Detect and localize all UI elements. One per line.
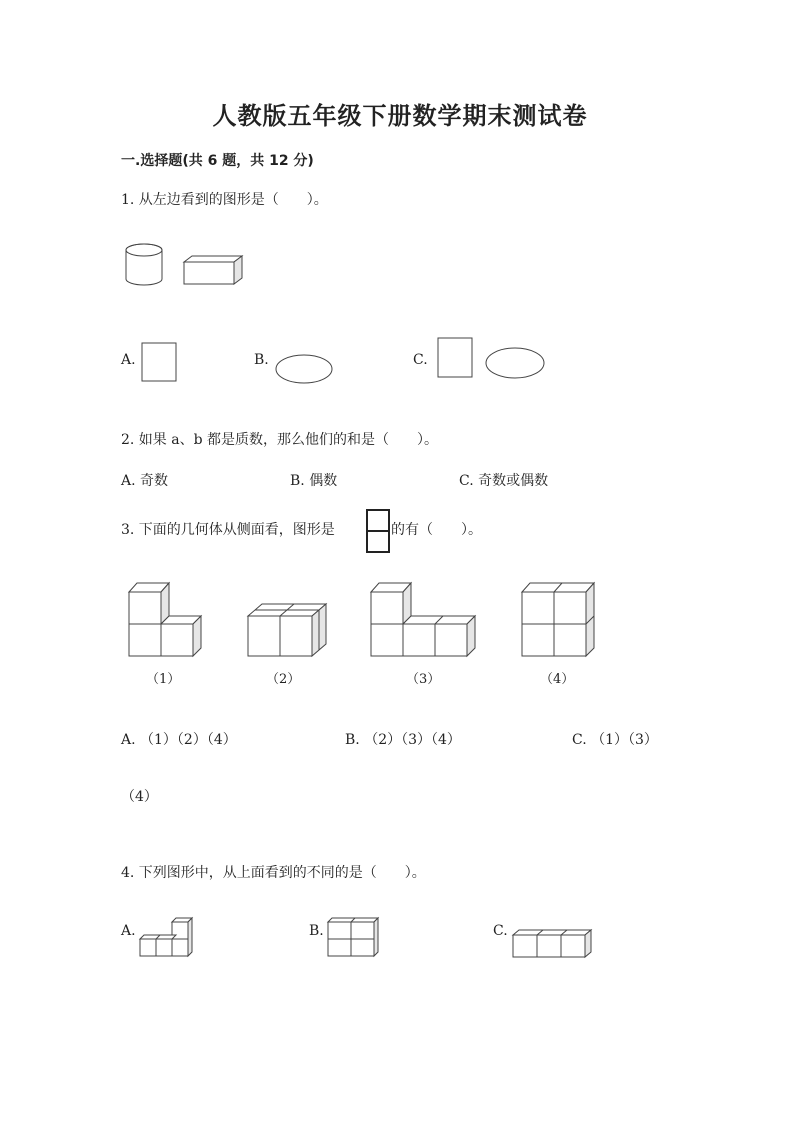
cube-stack-figure-2 <box>245 602 331 660</box>
figure-label-2: （2） <box>266 672 301 687</box>
ellipse-shape <box>275 354 335 386</box>
small-cube-figure-a <box>138 915 196 959</box>
question-1-option-b[interactable]: B. <box>254 352 269 368</box>
question-3-option-c[interactable]: C. （1）（3） <box>572 732 658 748</box>
cube-stack-figure-1 <box>126 578 208 660</box>
two-square-column-icon <box>366 509 390 553</box>
page-title: 人教版五年级下册数学期末测试卷 <box>212 102 588 130</box>
question-2-option-a[interactable]: A. 奇数 <box>121 473 169 489</box>
question-3-text-before: 3. 下面的几何体从侧面看，图形是 <box>121 522 335 538</box>
figure-label-3: （3） <box>406 672 441 687</box>
section-heading: 一.选择题(共 6 题，共 12 分) <box>121 153 314 169</box>
cylinder-figure <box>124 243 164 287</box>
question-2-text: 2. 如果 a、b 都是质数，那么他们的和是（ ）。 <box>121 432 439 448</box>
question-3-option-c-continued: （4） <box>121 789 158 805</box>
question-4-option-c[interactable]: C. <box>493 923 508 939</box>
cube-stack-figure-4 <box>519 578 601 660</box>
question-2-option-b[interactable]: B. 偶数 <box>290 473 338 489</box>
question-1-option-a[interactable]: A. <box>121 352 136 368</box>
square-shape <box>141 342 177 382</box>
figure-label-1: （1） <box>146 672 181 687</box>
square-shape <box>437 337 473 379</box>
question-1-option-c[interactable]: C. <box>413 352 428 368</box>
figure-label-4: （4） <box>540 672 575 687</box>
question-3-option-b[interactable]: B. （2）（3）（4） <box>345 732 461 748</box>
small-cube-figure-c <box>511 928 593 960</box>
question-3-option-a[interactable]: A. （1）（2）（4） <box>121 732 237 748</box>
question-3-text-after: 的有（ ）。 <box>391 522 482 538</box>
cuboid-figure <box>182 254 244 286</box>
small-cube-figure-b <box>326 915 382 959</box>
cube-stack-figure-3 <box>368 578 482 660</box>
question-4-option-a[interactable]: A. <box>121 923 136 939</box>
question-4-text: 4. 下列图形中，从上面看到的不同的是（ ）。 <box>121 865 426 881</box>
question-2-option-c[interactable]: C. 奇数或偶数 <box>459 473 549 489</box>
ellipse-shape <box>485 347 547 381</box>
question-1-text: 1. 从左边看到的图形是（ ）。 <box>121 192 328 208</box>
question-4-option-b[interactable]: B. <box>309 923 324 939</box>
